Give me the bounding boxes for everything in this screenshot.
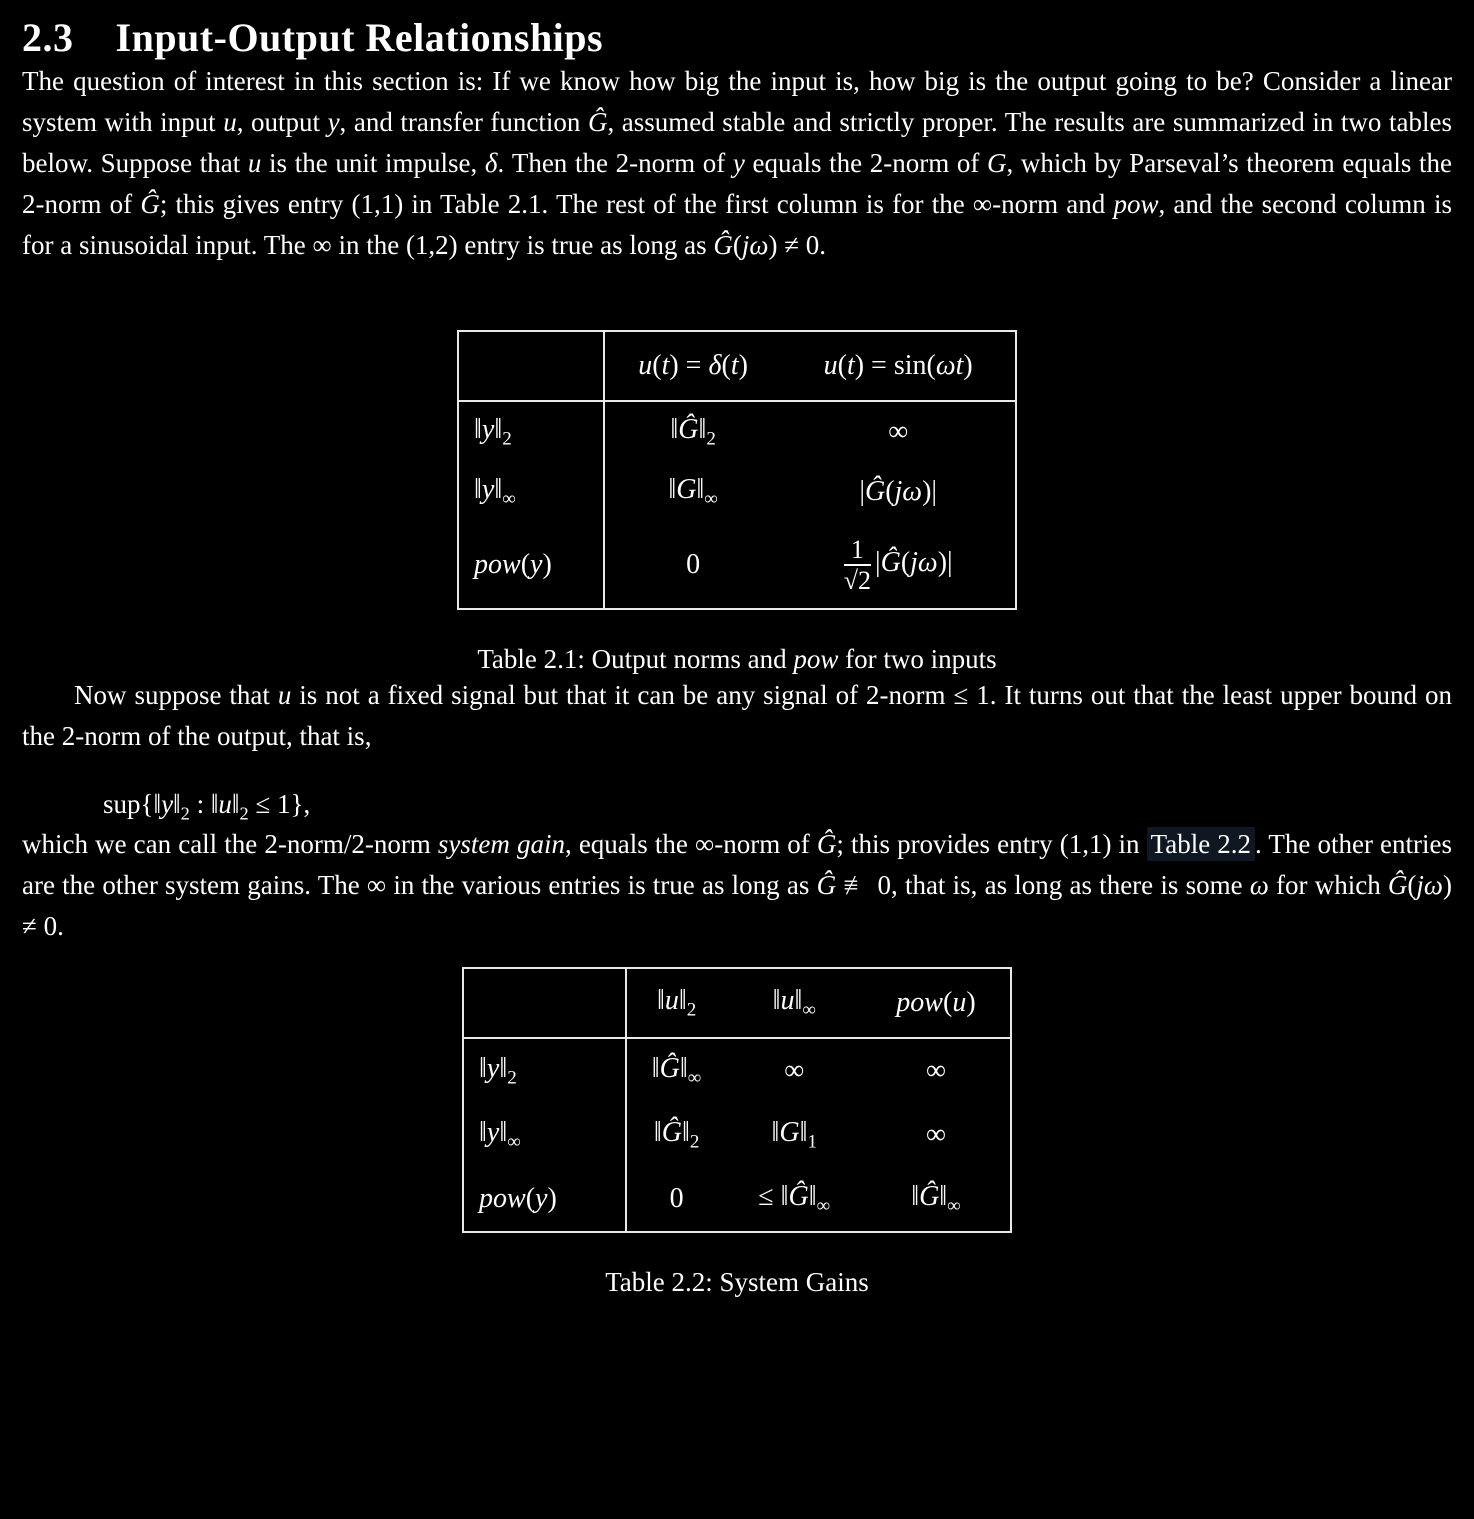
table-corner-cell	[463, 968, 626, 1038]
table-row	[463, 1038, 1011, 1103]
table-row	[463, 1167, 1011, 1232]
row-label: pow(y)	[463, 1167, 626, 1232]
table-row	[458, 522, 1016, 609]
table-row	[458, 462, 1016, 522]
table-cell: $‖Ĝ‖_\infty$	[651, 1053, 702, 1089]
column-header: pow(u)	[862, 968, 1011, 1038]
fraction	[844, 536, 871, 594]
row-label: $‖y‖_\infty$	[463, 1103, 626, 1167]
fraction-trailing-term: |Ĝ(jω)|	[874, 547, 953, 579]
table-cell: $‖G‖_1$	[771, 1117, 817, 1153]
table-cell: $‖Ĝ‖_2$	[670, 413, 716, 450]
table-2-2-caption: Table 2.2: System Gains	[605, 1267, 869, 1298]
section-heading	[22, 0, 1452, 61]
fraction-numerator: 1	[850, 535, 864, 565]
table-cell-fraction	[781, 522, 1016, 609]
row-label: $‖y‖_\infty$	[458, 462, 604, 522]
system-gain-paragraph: which we can call the 2-norm/2-norm system gain, equals the ∞-norm of Ĝ; this provides entry (1,1) in Table 2.2 . The other entries are the other system gains. The ∞ in the various entries is true as long as Ĝ ≢ 0, that is, as long as there is some ω for which Ĝ(jω) ≠ 0.	[22, 829, 1453, 942]
column-header: $‖u‖_2$	[626, 968, 727, 1038]
table-cell: $‖Ĝ‖_2$	[653, 1117, 700, 1153]
table-cell: 0	[669, 1183, 684, 1215]
table-header-row	[458, 331, 1016, 401]
table-cell: ∞	[888, 416, 909, 447]
row-label: $‖y‖_2$	[458, 401, 604, 462]
table-2-1-caption: Table 2.1: Output norms and pow for two inputs	[477, 644, 997, 674]
table-header-row	[463, 968, 1011, 1038]
row-label: pow(y)	[458, 522, 604, 609]
table-cell: ∞	[784, 1055, 805, 1087]
fraction-denominator: √2	[843, 565, 871, 595]
table-corner-cell	[458, 331, 604, 401]
table-row	[463, 1103, 1011, 1167]
column-header: u(t) = sin(ωt)	[781, 331, 1016, 401]
output-norms-table	[457, 330, 1017, 610]
table-2-2-link[interactable]: Table 2.2	[1147, 827, 1255, 861]
table-cell: ≤ $‖Ĝ‖_\infty$	[758, 1181, 831, 1217]
section-number: 2.3	[22, 15, 74, 60]
middle-paragraph: Now suppose that u is not a fixed signal but that it can be any signal of 2-norm ≤ 1. It turns out that the least upper bound on the 2-norm of the output, that is,	[22, 680, 1452, 751]
table-cell: 0	[686, 549, 701, 580]
column-header: $‖u‖_\infty$	[727, 968, 862, 1038]
table-cell: ∞	[925, 1055, 946, 1087]
system-gains-table	[462, 967, 1012, 1233]
row-label: $‖y‖_2$	[463, 1038, 626, 1103]
table-cell: ∞	[925, 1119, 946, 1151]
column-header: u(t) = δ(t)	[604, 331, 782, 401]
intro-paragraph: The question of interest in this section is: If we know how big the input is, how big is the output going to be? Consider a linear system with input u, output y, and transfer function Ĝ, assumed stable and strictly proper. The results are summarized in two tables below. Suppose that u is the unit impulse, δ. Then the 2-norm of y equals the 2-norm of G, which by Parseval’s theorem equals the 2-norm of Ĝ; this gives entry (1,1) in Table 2.1. The rest of the first column is for the ∞-norm and pow, and the second column is for a sinusoidal input. The ∞ in the (1,2) entry is true as long as Ĝ(jω) ≠ 0.	[22, 66, 1453, 260]
table-row	[458, 401, 1016, 462]
table-cell: |Ĝ(jω)|	[859, 476, 938, 507]
table-cell: $‖Ĝ‖_\infty$	[911, 1181, 961, 1217]
sup-norm-formula: $sup\{‖y‖_2$ : $‖u‖_2 \le 1$},	[103, 789, 311, 824]
table-cell: $‖G‖_\infty$	[668, 473, 718, 510]
section-title: Input-Output Relationships	[115, 15, 604, 60]
